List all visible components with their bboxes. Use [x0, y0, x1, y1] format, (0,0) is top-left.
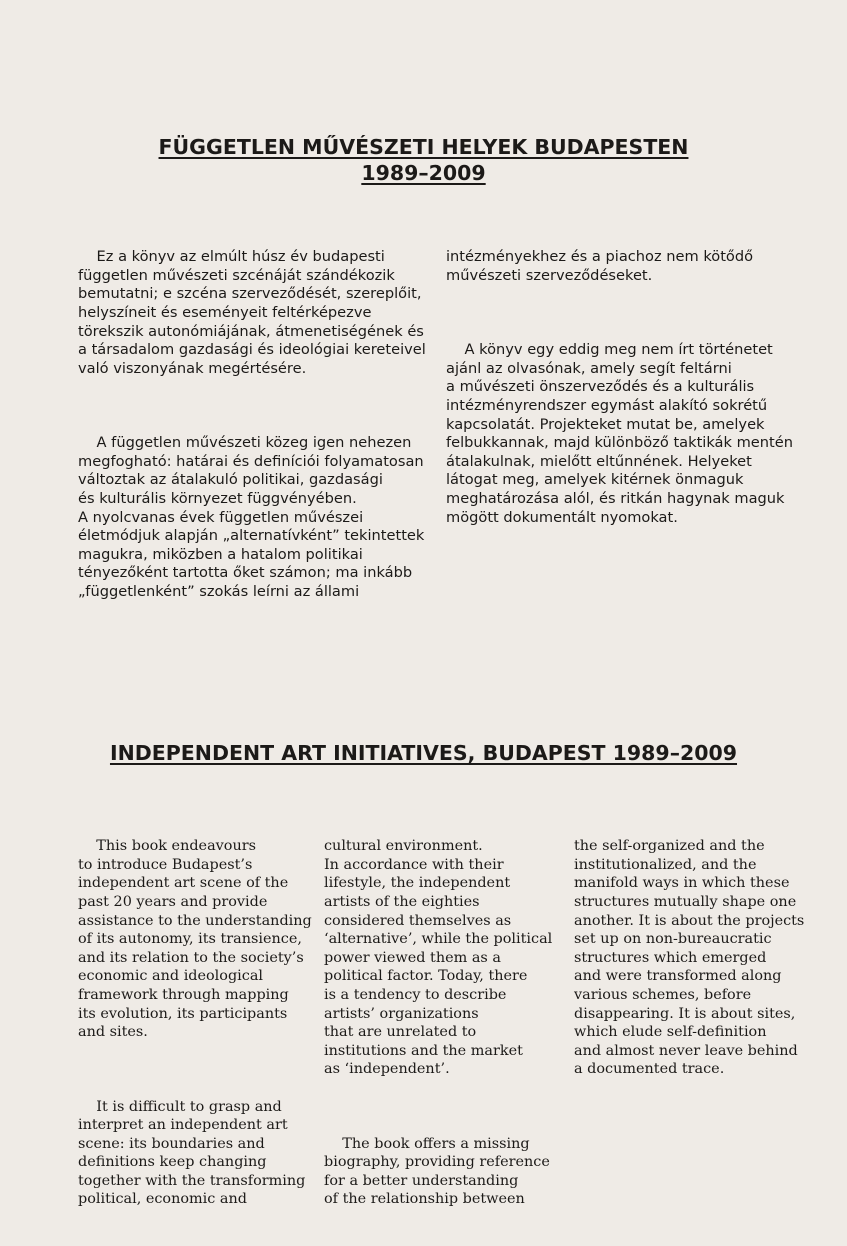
hungarian-subtitle [0, 134, 847, 186]
english-subtitle [0, 740, 847, 766]
hungarian-title [0, 26, 847, 106]
hungarian-left-paragraph-2: A független művészeti közeg igen nehezen megfogható: határai és definíciói folyamatosan változtak az átalakuló politikai, gazdasági és kulturális környezet függvényében. A nyolcvanas évek független művészei életmódjuk alapján „alternatívként” tekintettek magukra, miközben a hatalom politikai tényezőként tartotta őket számon; ma inkább „függetlenként” szokás leírni az állami [78, 434, 425, 600]
english-title-line-2 [0, 674, 847, 716]
english-col3-paragraph-1: the self-organized and the institutionalized, and the manifold ways in which these structures mutually shape one another. It is about the projects set up on non-bureaucratic structures which emerged and were transformed along various schemes, before disappearing. It is about sites, which elude self-definition and almost never leave behind a documented trace. [574, 838, 805, 1078]
hungarian-right-paragraph-2: A könyv egy eddig meg nem írt történetet ajánl az olvasónak, amely segít feltárni a művészeti önszerveződés és a kulturális intézményrendszer egymást alakító sokrétű kapcsolatát. Projekteket mutat be, amelyek felbukkannak, majd különböző taktikák mentén átalakulnak, mielőtt eltűnnének. Helyeket látogat meg, amelyek kitérnek önmaguk meghatározása alól, és ritkán hagynak maguk mögött dokumentált nyomokat. [446, 341, 793, 526]
english-title [0, 632, 847, 716]
english-column-3 [574, 800, 804, 1116]
hungarian-left-paragraph-1: Ez a könyv az elmúlt húsz év budapesti független művészeti szcénáját szándékozik bemutatni; e szcéna szerveződését, szereplőit, helyszíneit és eseményeit feltérképezve törekszik autonómiájának, átmenetiségének és a társadalom gazdasági és ideológiai kereteivel való viszonyának megértésére. [78, 248, 426, 377]
english-col2-paragraph-1: cultural environment. In accordance with their lifestyle, the independent artists of the eighties considered themselves as ‘alternative’, while the political power viewed them as a political factor. Today, there is a tendency to describe artists’ organizations that are unrelated to institutions and the market as ‘independent’. [324, 838, 553, 1078]
english-column-1 [78, 800, 312, 1246]
english-column-2 [324, 800, 552, 1246]
hungarian-subtitle-line-2: 1989–2009 [361, 161, 486, 185]
english-col2-paragraph-2: The book offers a missing biography, providing reference for a better understanding of the relationship between [324, 1135, 550, 1208]
english-col1-paragraph-1: This book endeavours to introduce Budapest’s independent art scene of the past 20 years and provide assistance to the understanding of its autonomy, its transience, and its relation to the society’s economic and ideological framework through mapping its evolution, its participants and sites. [78, 838, 312, 1041]
english-subtitle-text: INDEPENDENT ART INITIATIVES, BUDAPEST 1989–2009 [109, 741, 738, 765]
hungarian-title-line-1 [0, 26, 847, 66]
hungarian-right-paragraph-1: intézményekhez és a piachoz nem kötődő művészeti szerveződéseket. [446, 248, 754, 284]
hungarian-left-column [78, 211, 426, 639]
hungarian-right-column [446, 211, 793, 564]
english-title-line-1 [0, 632, 847, 674]
hungarian-subtitle-line-1: FÜGGETLEN MŰVÉSZETI HELYEK BUDAPESTEN [158, 135, 689, 159]
hungarian-title-line-2 [0, 66, 847, 106]
english-col1-paragraph-2: It is difficult to grasp and interpret an independent art scene: its boundaries and definitions keep changing together with the transforming political, economic and [78, 1098, 306, 1208]
